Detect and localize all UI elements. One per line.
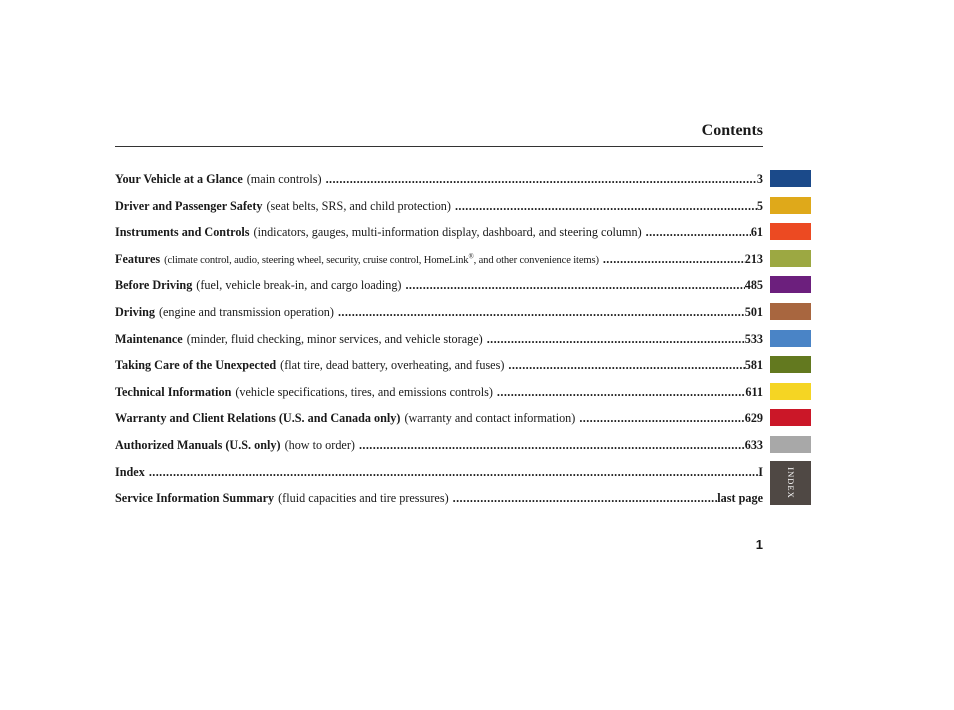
leader-dots (642, 223, 751, 241)
toc-title: Features (115, 251, 161, 266)
toc-page-number: 501 (744, 304, 763, 319)
toc-entry-maintenance[interactable] (115, 330, 763, 348)
page-number: 1 (755, 537, 763, 552)
toc-desc: (fuel, vehicle break-in, and cargo loading) (196, 278, 402, 293)
toc-row (115, 248, 811, 275)
section-tab-authorized-manuals[interactable] (770, 436, 811, 453)
toc-desc: (warranty and contact information) (404, 411, 576, 426)
toc-desc: (main controls) (246, 172, 322, 186)
toc-entry-index[interactable] (115, 463, 763, 481)
toc-title: Instruments and Controls (115, 225, 250, 240)
section-tab-instruments-and-controls[interactable] (770, 223, 811, 240)
toc-desc: (seat belts, SRS, and child protection) (266, 198, 451, 213)
toc-row (115, 487, 811, 514)
section-tab-your-vehicle-at-a-glance[interactable] (770, 170, 811, 187)
toc-entry-instruments-and-controls[interactable] (115, 223, 763, 241)
toc-entry-warranty-and-client-relations[interactable] (115, 409, 763, 427)
leader-dots (449, 489, 718, 507)
toc-desc: (indicators, gauges, multi-information display, dashboard, and steering column) (253, 225, 642, 240)
toc-page-number: I (758, 464, 763, 479)
toc-title: Your Vehicle at a Glance (115, 172, 243, 186)
registered-mark: ® (468, 252, 474, 261)
toc-title: Index (115, 464, 145, 479)
toc-page-number: 611 (745, 384, 763, 399)
toc-row (115, 274, 811, 301)
toc-row (115, 434, 811, 461)
leader-dots (504, 356, 744, 374)
toc-title: Driving (115, 304, 155, 319)
title-rule (115, 146, 763, 147)
toc-page-number: 61 (750, 225, 763, 240)
toc-entry-service-information-summary[interactable] (115, 489, 763, 507)
toc-desc: (engine and transmission operation) (158, 304, 334, 319)
leader-dots (355, 436, 745, 454)
toc-title: Taking Care of the Unexpected (115, 358, 277, 373)
toc-page-number: 213 (744, 251, 763, 266)
section-tab-features[interactable] (770, 250, 811, 267)
leader-dots (493, 383, 745, 401)
toc-title: Service Information Summary (115, 491, 275, 506)
toc-title: Warranty and Client Relations (U.S. and Canada only) (115, 411, 401, 426)
section-tab-maintenance[interactable] (770, 330, 811, 347)
toc-entry-driver-and-passenger-safety[interactable] (115, 197, 763, 215)
toc-desc (160, 252, 599, 270)
toc-row (115, 301, 811, 328)
toc-row (115, 354, 811, 381)
index-tab-label: INDEX (785, 466, 796, 499)
toc-page-number: 633 (744, 437, 763, 452)
toc-row (115, 381, 811, 408)
toc-entry-features[interactable] (115, 250, 763, 268)
toc-row (115, 168, 811, 195)
toc-desc: (minder, fluid checking, minor services, and vehicle storage) (186, 331, 483, 346)
section-tab-technical-information[interactable] (770, 383, 811, 400)
leader-dots (334, 303, 745, 321)
toc-page-number: 5 (756, 198, 763, 213)
leader-dots (401, 276, 744, 294)
toc-entry-before-driving[interactable] (115, 276, 763, 294)
leader-dots (322, 170, 757, 188)
toc-title: Before Driving (115, 278, 193, 293)
toc-page-number: 485 (744, 278, 763, 293)
leader-dots (575, 409, 744, 427)
toc-entry-taking-care-of-the-unexpected[interactable] (115, 356, 763, 374)
section-tab-before-driving[interactable] (770, 276, 811, 293)
table-of-contents (115, 168, 811, 514)
leader-dots (145, 463, 758, 481)
toc-desc: (fluid capacities and tire pressures) (278, 491, 449, 506)
toc-row (115, 328, 811, 355)
toc-desc: (flat tire, dead battery, overheating, and fuses) (280, 358, 505, 373)
toc-page-number: 581 (744, 358, 763, 373)
toc-row (115, 407, 811, 434)
toc-page-number: 533 (744, 331, 763, 346)
toc-desc: (vehicle specifications, tires, and emissions controls) (235, 384, 493, 399)
toc-entry-your-vehicle-at-a-glance[interactable] (115, 170, 763, 188)
toc-title: Driver and Passenger Safety (115, 198, 263, 213)
toc-page-number: 629 (744, 411, 763, 426)
toc-entry-technical-information[interactable] (115, 383, 763, 401)
toc-desc-part: (climate control, audio, steering wheel, security, cruise control, HomeLink (164, 254, 469, 266)
toc-row (115, 195, 811, 222)
page-title: Contents (701, 122, 763, 139)
toc-page-number: 3 (756, 172, 763, 186)
toc-entry-authorized-manuals[interactable] (115, 436, 763, 454)
section-tab-driving[interactable] (770, 303, 811, 320)
section-tab-warranty-and-client-relations[interactable] (770, 409, 811, 426)
leader-dots (599, 250, 745, 268)
toc-title: Technical Information (115, 384, 232, 399)
toc-entry-driving[interactable] (115, 303, 763, 321)
toc-desc: (how to order) (284, 437, 355, 452)
toc-page-number: last page (717, 491, 763, 506)
section-tab-taking-care-of-the-unexpected[interactable] (770, 356, 811, 373)
section-tab-driver-and-passenger-safety[interactable] (770, 197, 811, 214)
toc-desc-part: , and other convenience items) (473, 254, 599, 266)
leader-dots (483, 330, 745, 348)
toc-title: Authorized Manuals (U.S. only) (115, 437, 281, 452)
toc-title: Maintenance (115, 331, 183, 346)
toc-row (115, 221, 811, 248)
leader-dots (451, 197, 757, 215)
